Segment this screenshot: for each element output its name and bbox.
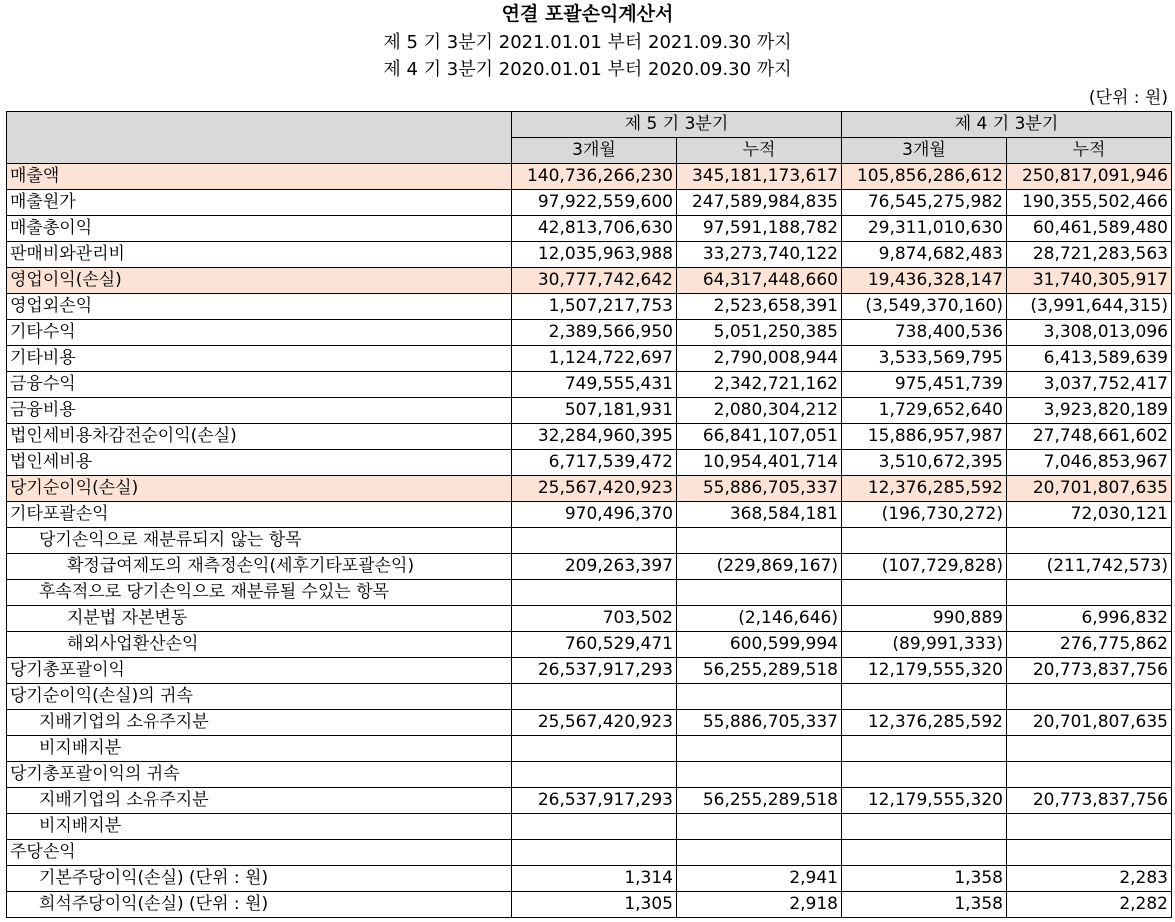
table-row (7, 788, 1172, 814)
cell-period5-cumulative: 66,841,107,051 (677, 424, 842, 450)
cell-period5-cumulative: 345,181,173,617 (677, 164, 842, 190)
table-row (7, 476, 1172, 502)
cell-period4-three-month: (196,730,272) (842, 502, 1007, 528)
row-label: 기타포괄손익 (7, 502, 512, 528)
cell-period5-cumulative: 56,255,289,518 (677, 788, 842, 814)
row-label: 해외사업환산손익 (7, 632, 512, 658)
cell-period4-cumulative: 6,413,589,639 (1007, 346, 1172, 372)
cell-period4-cumulative: 3,923,820,189 (1007, 398, 1172, 424)
cell-period4-cumulative: 2,282 (1007, 892, 1172, 918)
header-period4-three-month: 3개월 (842, 138, 1007, 164)
row-label: 법인세비용차감전순이익(손실) (7, 424, 512, 450)
cell-period4-three-month (842, 528, 1007, 554)
cell-period5-cumulative (677, 580, 842, 606)
row-label: 주당손익 (7, 840, 512, 866)
row-label: 당기손익으로 재분류되지 않는 항목 (7, 528, 512, 554)
statement-title: 연결 포괄손익계산서 (501, 3, 674, 25)
table-row (7, 658, 1172, 684)
cell-period5-cumulative: 33,273,740,122 (677, 242, 842, 268)
cell-period4-cumulative: 3,308,013,096 (1007, 320, 1172, 346)
table-row (7, 580, 1172, 606)
cell-period5-three-month: 507,181,931 (512, 398, 677, 424)
cell-period4-cumulative: 6,996,832 (1007, 606, 1172, 632)
cell-period4-cumulative: 20,701,807,635 (1007, 476, 1172, 502)
row-label: 법인세비용 (7, 450, 512, 476)
cell-period4-three-month (842, 840, 1007, 866)
cell-period4-three-month: 15,886,957,987 (842, 424, 1007, 450)
row-label: 당기순이익(손실)의 귀속 (7, 684, 512, 710)
row-label: 기본주당이익(손실) (단위 : 원) (7, 866, 512, 892)
cell-period4-cumulative: (3,991,644,315) (1007, 294, 1172, 320)
table-row (7, 216, 1172, 242)
cell-period4-cumulative: 60,461,589,480 (1007, 216, 1172, 242)
cell-period5-three-month: 1,507,217,753 (512, 294, 677, 320)
table-row (7, 294, 1172, 320)
row-label: 매출총이익 (7, 216, 512, 242)
table-row (7, 892, 1172, 918)
cell-period4-three-month: 29,311,010,630 (842, 216, 1007, 242)
cell-period5-three-month (512, 736, 677, 762)
cell-period4-cumulative: 31,740,305,917 (1007, 268, 1172, 294)
cell-period4-three-month: 738,400,536 (842, 320, 1007, 346)
cell-period4-three-month: (3,549,370,160) (842, 294, 1007, 320)
cell-period5-three-month: 703,502 (512, 606, 677, 632)
row-label: 당기총포괄이익 (7, 658, 512, 684)
cell-period5-cumulative (677, 736, 842, 762)
table-row (7, 346, 1172, 372)
cell-period4-three-month (842, 580, 1007, 606)
cell-period4-cumulative: 190,355,502,466 (1007, 190, 1172, 216)
table-row (7, 164, 1172, 190)
table-row (7, 866, 1172, 892)
row-label: 매출액 (7, 164, 512, 190)
cell-period5-three-month: 12,035,963,988 (512, 242, 677, 268)
cell-period4-three-month: 12,376,285,592 (842, 476, 1007, 502)
cell-period5-cumulative: 2,918 (677, 892, 842, 918)
cell-period4-three-month: 12,179,555,320 (842, 788, 1007, 814)
cell-period4-cumulative (1007, 528, 1172, 554)
header-account-cell (7, 112, 512, 164)
row-label: 당기순이익(손실) (7, 476, 512, 502)
cell-period5-cumulative: 10,954,401,714 (677, 450, 842, 476)
cell-period5-three-month: 26,537,917,293 (512, 658, 677, 684)
header-period4-cumulative: 누적 (1007, 138, 1172, 164)
row-label: 영업이익(손실) (7, 268, 512, 294)
cell-period5-three-month: 760,529,471 (512, 632, 677, 658)
row-label: 기타수익 (7, 320, 512, 346)
cell-period4-cumulative (1007, 814, 1172, 840)
cell-period4-cumulative: 28,721,283,563 (1007, 242, 1172, 268)
header-row-periods (7, 112, 1172, 138)
cell-period5-three-month: 140,736,266,230 (512, 164, 677, 190)
cell-period5-three-month (512, 840, 677, 866)
cell-period4-three-month: 76,545,275,982 (842, 190, 1007, 216)
cell-period5-three-month (512, 762, 677, 788)
table-row (7, 268, 1172, 294)
row-label: 후속적으로 당기손익으로 재분류될 수있는 항목 (7, 580, 512, 606)
cell-period5-cumulative: (229,869,167) (677, 554, 842, 580)
cell-period4-cumulative: 20,701,807,635 (1007, 710, 1172, 736)
row-label: 지분법 자본변동 (7, 606, 512, 632)
period-prior: 제 4 기 3분기 2020.01.01 부터 2020.09.30 까지 (383, 59, 792, 80)
table-row (7, 554, 1172, 580)
cell-period5-cumulative: 368,584,181 (677, 502, 842, 528)
table-row (7, 710, 1172, 736)
cell-period5-cumulative (677, 762, 842, 788)
cell-period4-three-month: 3,533,569,795 (842, 346, 1007, 372)
cell-period5-three-month: 1,305 (512, 892, 677, 918)
cell-period5-cumulative: 2,080,304,212 (677, 398, 842, 424)
table-body (7, 164, 1172, 918)
table-row (7, 606, 1172, 632)
table-row (7, 814, 1172, 840)
table-row (7, 320, 1172, 346)
cell-period4-cumulative: 7,046,853,967 (1007, 450, 1172, 476)
cell-period4-three-month: 12,376,285,592 (842, 710, 1007, 736)
unit-label: (단위 : 원) (1088, 88, 1168, 108)
cell-period5-three-month: 97,922,559,600 (512, 190, 677, 216)
row-label: 금융수익 (7, 372, 512, 398)
cell-period5-three-month: 25,567,420,923 (512, 476, 677, 502)
cell-period5-three-month: 32,284,960,395 (512, 424, 677, 450)
cell-period5-cumulative: 5,051,250,385 (677, 320, 842, 346)
row-label: 지배기업의 소유주지분 (7, 710, 512, 736)
row-label: 영업외손익 (7, 294, 512, 320)
cell-period5-three-month: 1,314 (512, 866, 677, 892)
row-label: 매출원가 (7, 190, 512, 216)
cell-period4-cumulative (1007, 762, 1172, 788)
period-current: 제 5 기 3분기 2021.01.01 부터 2021.09.30 까지 (383, 32, 792, 53)
cell-period4-three-month: 9,874,682,483 (842, 242, 1007, 268)
header-period5: 제 5 기 3분기 (512, 112, 842, 138)
cell-period4-three-month: 19,436,328,147 (842, 268, 1007, 294)
cell-period4-cumulative: 276,775,862 (1007, 632, 1172, 658)
cell-period5-three-month: 2,389,566,950 (512, 320, 677, 346)
header-period5-cumulative: 누적 (677, 138, 842, 164)
row-label: 확정급여제도의 재측정손익(세후기타포괄손익) (7, 554, 512, 580)
row-label: 지배기업의 소유주지분 (7, 788, 512, 814)
table-row (7, 398, 1172, 424)
cell-period4-three-month: 3,510,672,395 (842, 450, 1007, 476)
header-period4: 제 4 기 3분기 (842, 112, 1172, 138)
table-row (7, 528, 1172, 554)
cell-period4-three-month: 12,179,555,320 (842, 658, 1007, 684)
table-row (7, 736, 1172, 762)
row-label: 금융비용 (7, 398, 512, 424)
cell-period5-three-month: 749,555,431 (512, 372, 677, 398)
table-row (7, 242, 1172, 268)
cell-period5-cumulative: 600,599,994 (677, 632, 842, 658)
cell-period4-three-month (842, 814, 1007, 840)
cell-period5-cumulative: 2,342,721,162 (677, 372, 842, 398)
cell-period5-three-month: 1,124,722,697 (512, 346, 677, 372)
cell-period4-three-month (842, 736, 1007, 762)
cell-period4-three-month: (107,729,828) (842, 554, 1007, 580)
cell-period5-cumulative (677, 814, 842, 840)
table-header (7, 112, 1172, 164)
cell-period5-three-month: 30,777,742,642 (512, 268, 677, 294)
cell-period5-three-month: 25,567,420,923 (512, 710, 677, 736)
table-row (7, 840, 1172, 866)
table-row (7, 502, 1172, 528)
cell-period4-cumulative: 20,773,837,756 (1007, 788, 1172, 814)
cell-period4-three-month: 1,729,652,640 (842, 398, 1007, 424)
header-period5-three-month: 3개월 (512, 138, 677, 164)
cell-period4-cumulative: 20,773,837,756 (1007, 658, 1172, 684)
cell-period5-three-month: 26,537,917,293 (512, 788, 677, 814)
cell-period5-three-month (512, 684, 677, 710)
table-row (7, 762, 1172, 788)
cell-period4-cumulative: 27,748,661,602 (1007, 424, 1172, 450)
cell-period5-cumulative: (2,146,646) (677, 606, 842, 632)
cell-period4-cumulative: 72,030,121 (1007, 502, 1172, 528)
cell-period4-cumulative (1007, 840, 1172, 866)
cell-period5-cumulative: 2,790,008,944 (677, 346, 842, 372)
table-row (7, 684, 1172, 710)
row-label: 비지배지분 (7, 814, 512, 840)
table-row (7, 372, 1172, 398)
cell-period5-cumulative (677, 840, 842, 866)
cell-period5-cumulative (677, 684, 842, 710)
cell-period5-cumulative (677, 528, 842, 554)
row-label: 희석주당이익(손실) (단위 : 원) (7, 892, 512, 918)
cell-period4-three-month (842, 684, 1007, 710)
cell-period5-cumulative: 247,589,984,835 (677, 190, 842, 216)
cell-period4-three-month: 105,856,286,612 (842, 164, 1007, 190)
table-row (7, 450, 1172, 476)
cell-period5-three-month: 6,717,539,472 (512, 450, 677, 476)
cell-period4-three-month: 990,889 (842, 606, 1007, 632)
cell-period4-three-month: 1,358 (842, 866, 1007, 892)
row-label: 당기총포괄이익의 귀속 (7, 762, 512, 788)
cell-period5-three-month: 42,813,706,630 (512, 216, 677, 242)
cell-period4-cumulative: 250,817,091,946 (1007, 164, 1172, 190)
table-row (7, 190, 1172, 216)
cell-period5-three-month (512, 580, 677, 606)
income-statement-table (6, 111, 1172, 918)
cell-period5-cumulative: 97,591,188,782 (677, 216, 842, 242)
cell-period5-cumulative: 2,941 (677, 866, 842, 892)
cell-period4-three-month: (89,991,333) (842, 632, 1007, 658)
table-row (7, 632, 1172, 658)
table-row (7, 424, 1172, 450)
cell-period4-cumulative: (211,742,573) (1007, 554, 1172, 580)
cell-period5-cumulative: 55,886,705,337 (677, 476, 842, 502)
cell-period5-cumulative: 64,317,448,660 (677, 268, 842, 294)
cell-period5-cumulative: 55,886,705,337 (677, 710, 842, 736)
cell-period4-cumulative (1007, 684, 1172, 710)
cell-period4-three-month: 1,358 (842, 892, 1007, 918)
cell-period4-three-month: 975,451,739 (842, 372, 1007, 398)
row-label: 판매비와관리비 (7, 242, 512, 268)
row-label: 기타비용 (7, 346, 512, 372)
cell-period4-cumulative: 3,037,752,417 (1007, 372, 1172, 398)
cell-period5-three-month: 970,496,370 (512, 502, 677, 528)
cell-period4-cumulative (1007, 736, 1172, 762)
cell-period5-cumulative: 2,523,658,391 (677, 294, 842, 320)
cell-period4-cumulative (1007, 580, 1172, 606)
cell-period5-three-month: 209,263,397 (512, 554, 677, 580)
cell-period4-three-month (842, 762, 1007, 788)
row-label: 비지배지분 (7, 736, 512, 762)
cell-period4-cumulative: 2,283 (1007, 866, 1172, 892)
cell-period5-cumulative: 56,255,289,518 (677, 658, 842, 684)
cell-period5-three-month (512, 528, 677, 554)
cell-period5-three-month (512, 814, 677, 840)
